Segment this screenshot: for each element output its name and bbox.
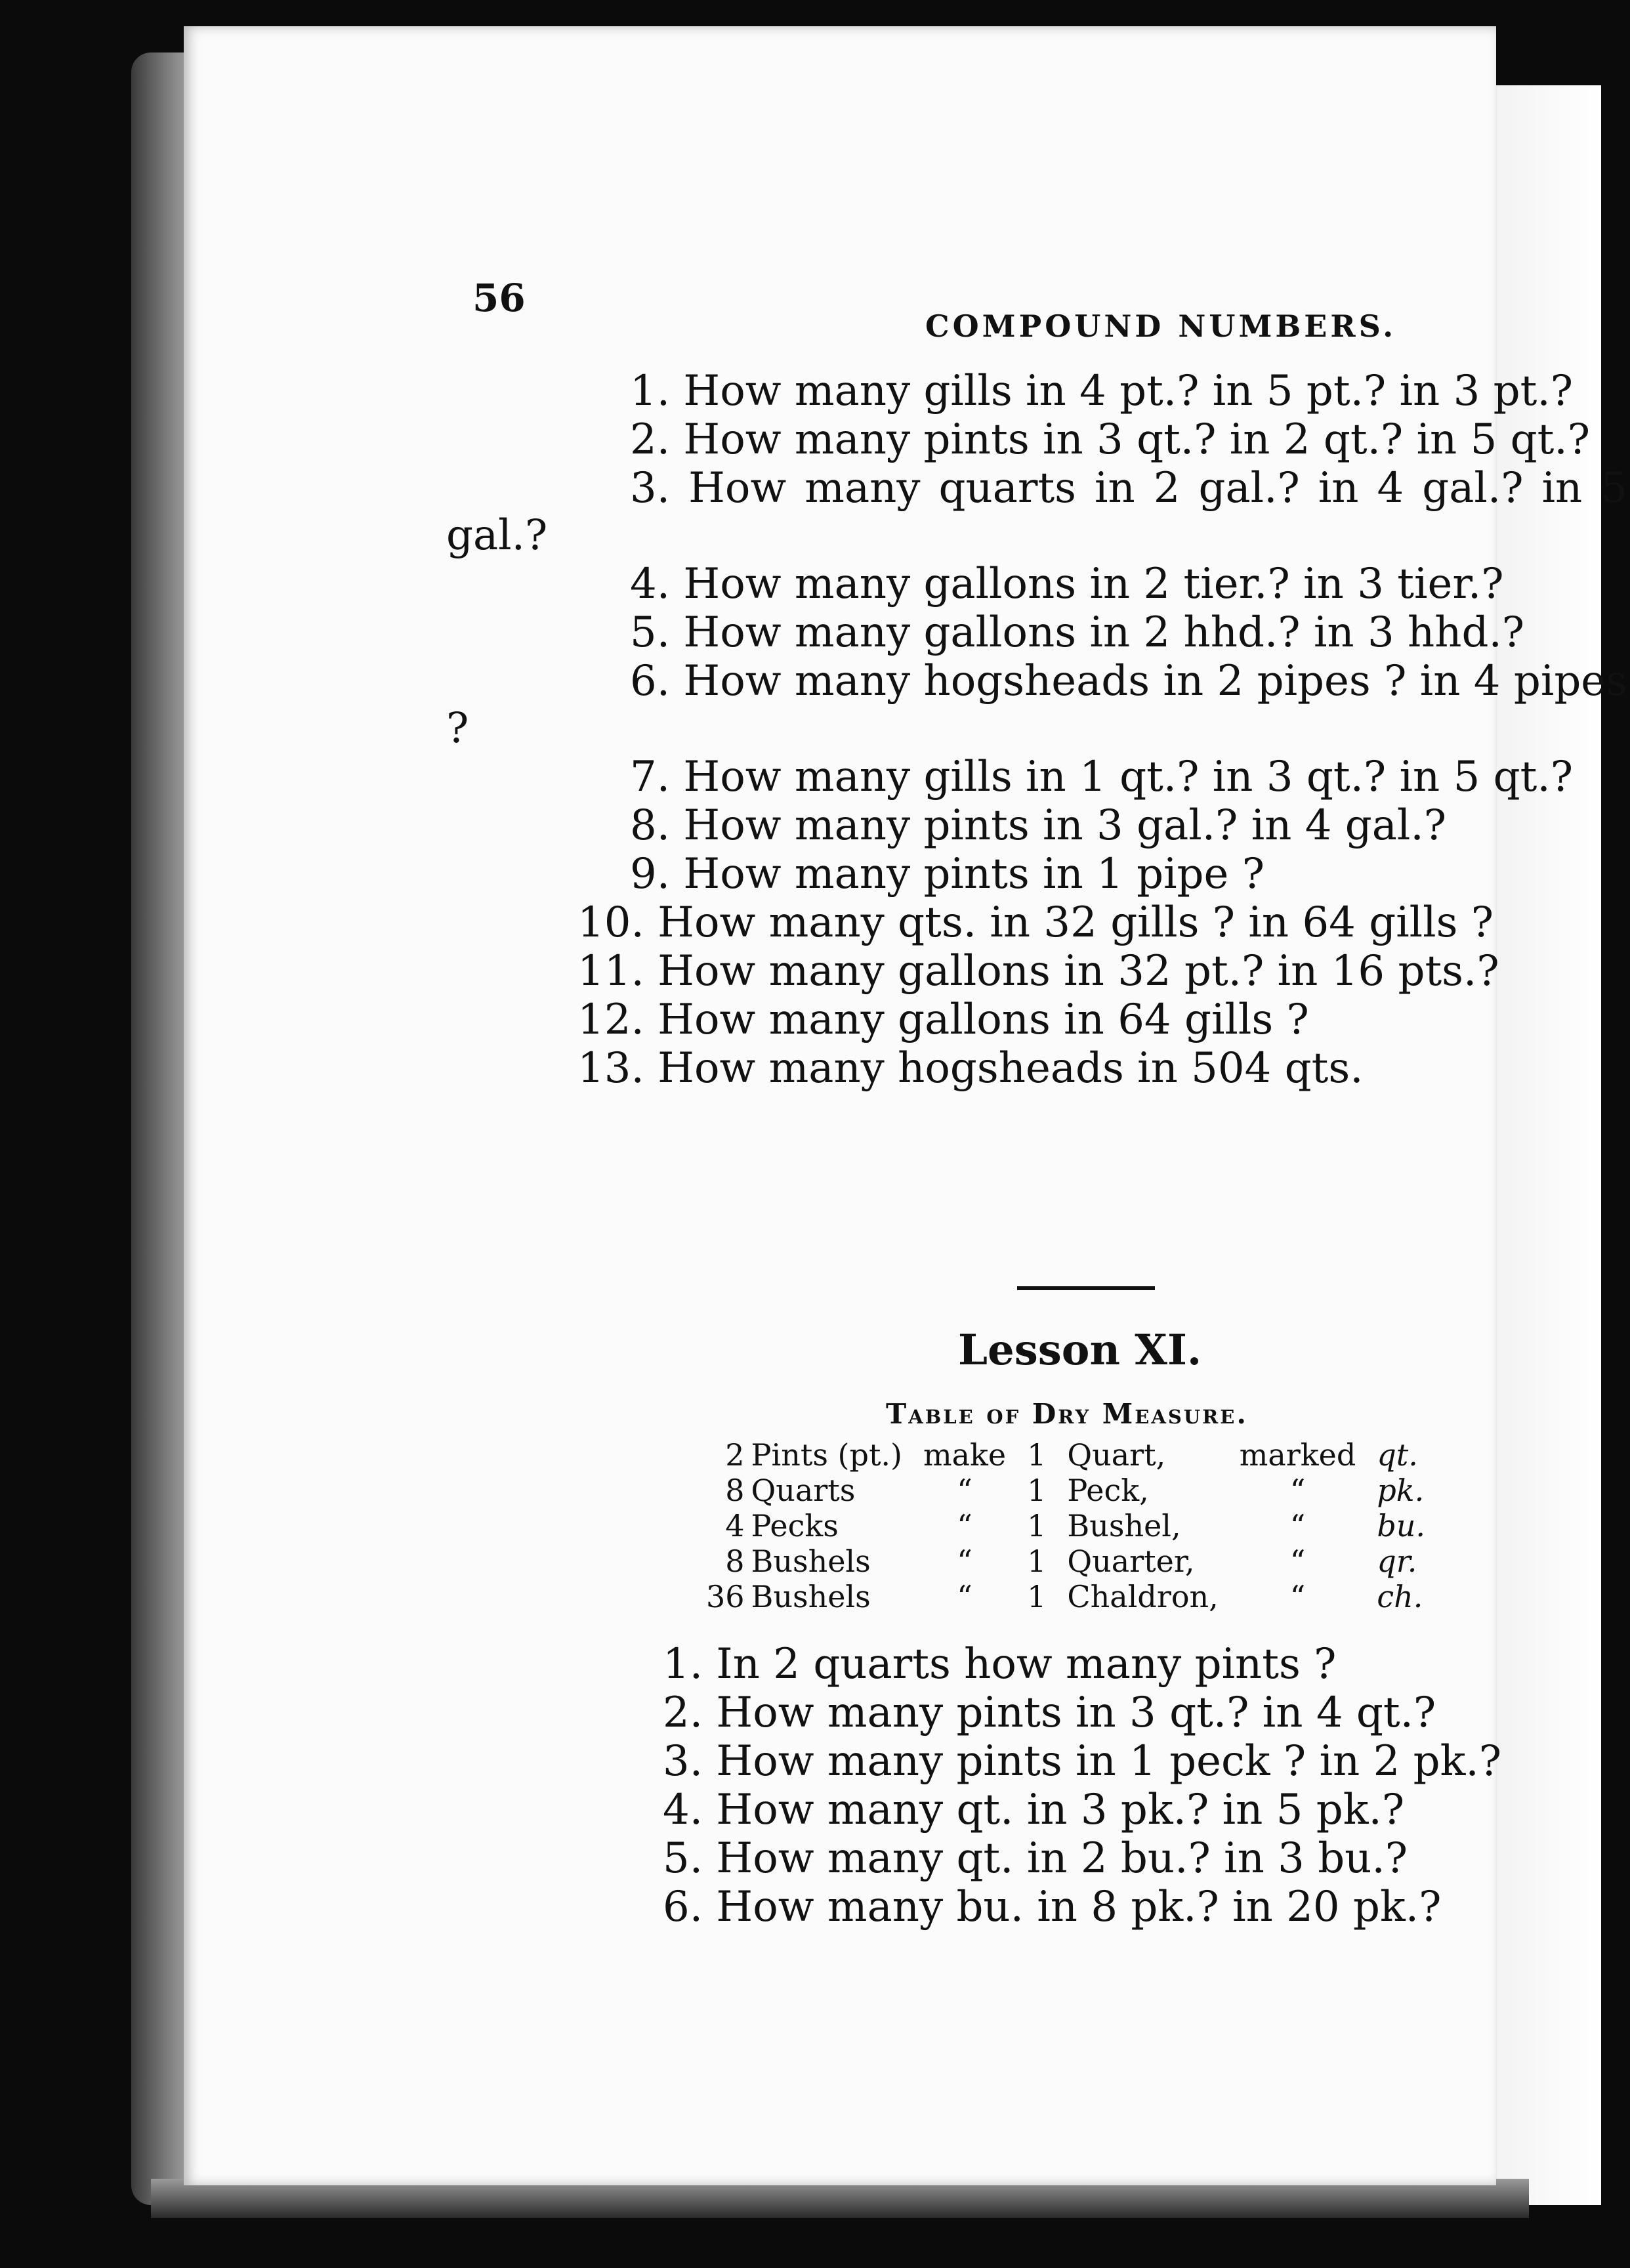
list-item: 13. How many hogsheads in 504 qts. (577, 1044, 1364, 1093)
list-item: 4. How many qt. in 3 pk.? in 5 pk.? (663, 1786, 1405, 1834)
table-row: 8 Bushels “ 1 Quarter, “ qr. (725, 1544, 1417, 1579)
question-list-liquid (446, 368, 1627, 1092)
list-item: 4. How many gallons in 2 tier.? in 3 tier.? (630, 560, 1504, 608)
lesson-title: Lesson XI. (958, 1326, 1202, 1375)
question-list-dry (663, 1641, 1581, 1931)
table-row: 8 Quarts “ 1 Peck, “ pk. (725, 1473, 1425, 1508)
table-row: 36 Bushels “ 1 Chaldron, “ ch. (706, 1579, 1423, 1614)
section-divider (1017, 1286, 1155, 1290)
list-item: 9. How many pints in 1 pipe ? (630, 850, 1265, 898)
list-item: 3. How many pints in 1 peck ? in 2 pk.? (663, 1737, 1502, 1786)
page-number: 56 (472, 276, 526, 320)
table-row: 2 Pints (pt.) make 1 Quart, marked qt. (725, 1437, 1418, 1473)
table-row: 4 Pecks “ 1 Bushel, “ bu. (725, 1508, 1426, 1544)
list-item: 1. How many gills in 4 pt.? in 5 pt.? in 3 pt.? (630, 367, 1573, 415)
page-content (184, 26, 1628, 2185)
list-item: 2. How many pints in 3 qt.? in 4 qt.? (663, 1689, 1436, 1737)
list-item: 5. How many qt. in 2 bu.? in 3 bu.? (663, 1834, 1408, 1883)
list-item: 6. How many hogsheads in 2 pipes ? in 4 pipes ? (446, 657, 1627, 753)
table-title: Table of Dry Measure. (886, 1398, 1248, 1430)
running-head: COMPOUND NUMBERS. (925, 308, 1397, 344)
list-item: 8. How many pints in 3 gal.? in 4 gal.? (630, 801, 1447, 850)
list-item: 1. In 2 quarts how many pints ? (663, 1640, 1337, 1689)
list-item: 12. How many gallons in 64 gills ? (577, 996, 1309, 1044)
book-page (184, 26, 1628, 2185)
list-item: 7. How many gills in 1 qt.? in 3 qt.? in 5 qt.? (630, 753, 1573, 801)
list-item: 3. How many quarts in 2 gal.? in 4 gal.? in 5 gal.? (446, 464, 1628, 560)
list-item: 10. How many qts. in 32 gills ? in 64 gills ? (577, 898, 1494, 947)
dry-measure-table (696, 1437, 1436, 1614)
list-item: 6. How many bu. in 8 pk.? in 20 pk.? (663, 1883, 1442, 1931)
list-item: 2. How many pints in 3 qt.? in 2 qt.? in 5 qt.? (630, 415, 1590, 464)
list-item: 5. How many gallons in 2 hhd.? in 3 hhd.? (630, 608, 1525, 657)
list-item: 11. How many gallons in 32 pt.? in 16 pts.? (577, 947, 1499, 996)
